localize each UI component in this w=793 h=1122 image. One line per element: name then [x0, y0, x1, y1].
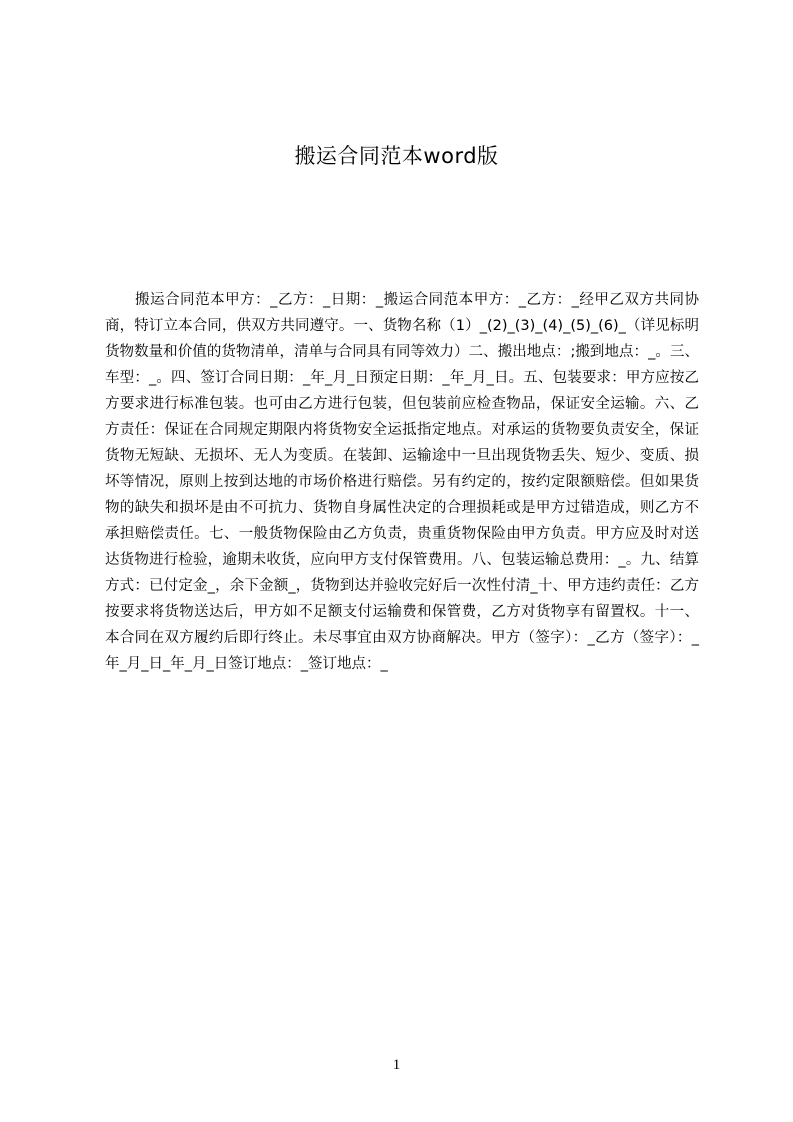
- contract-body-paragraph: 搬运合同范本甲方：_乙方：_日期：_搬运合同范本甲方：_乙方：_经甲乙双方共同协商，特订立本合同，供双方共同遵守。一、货物名称（1）_(2)_(3)_(4)_(5)_(6)_（详见标明货物数量和价值的货物清单，清单与合同具有同等效力）二、搬出地点：;搬到地点：_。三、车型：_。四、签订合同日期：_年_月_日预定日期：_年_月_日。五、包装要求：甲方应按乙方要求进行标准包装。也可由乙方进行包装，但包装前应检查物品，保证安全运输。六、乙方责任：保证在合同规定期限内将货物安全运抵指定地点。对承运的货物要负责安全，保证货物无短缺、无损坏、无人为变质。在装卸、运输途中一旦出现货物丢失、短少、变质、损坏等情况，原则上按到达地的市场价格进行赔偿。另有约定的，按约定限额赔偿。但如果货物的缺失和损坏是由不可抗力、货物自身属性决定的合理损耗或是甲方过错造成，则乙方不承担赔偿责任。七、一般货物保险由乙方负责，贵重货物保险由甲方负责。甲方应及时对送达货物进行检验，逾期未收货，应向甲方支付保管费用。八、包装运输总费用：_。九、结算方式：已付定金_，余下金额_，货物到达并验收完好后一次性付清_十、甲方违约责任：乙方按要求将货物送达后，甲方如不足额支付运输费和保管费，乙方对货物享有留置权。十一、本合同在双方履约后即行终止。未尽事宜由双方协商解决。甲方（签字）：_乙方（签字）：_年_月_日_年_月_日签订地点：_签订地点：_: [105, 292, 699, 672]
- page-number: 1: [392, 1057, 401, 1073]
- document-title: 搬运合同范本word版: [294, 144, 499, 168]
